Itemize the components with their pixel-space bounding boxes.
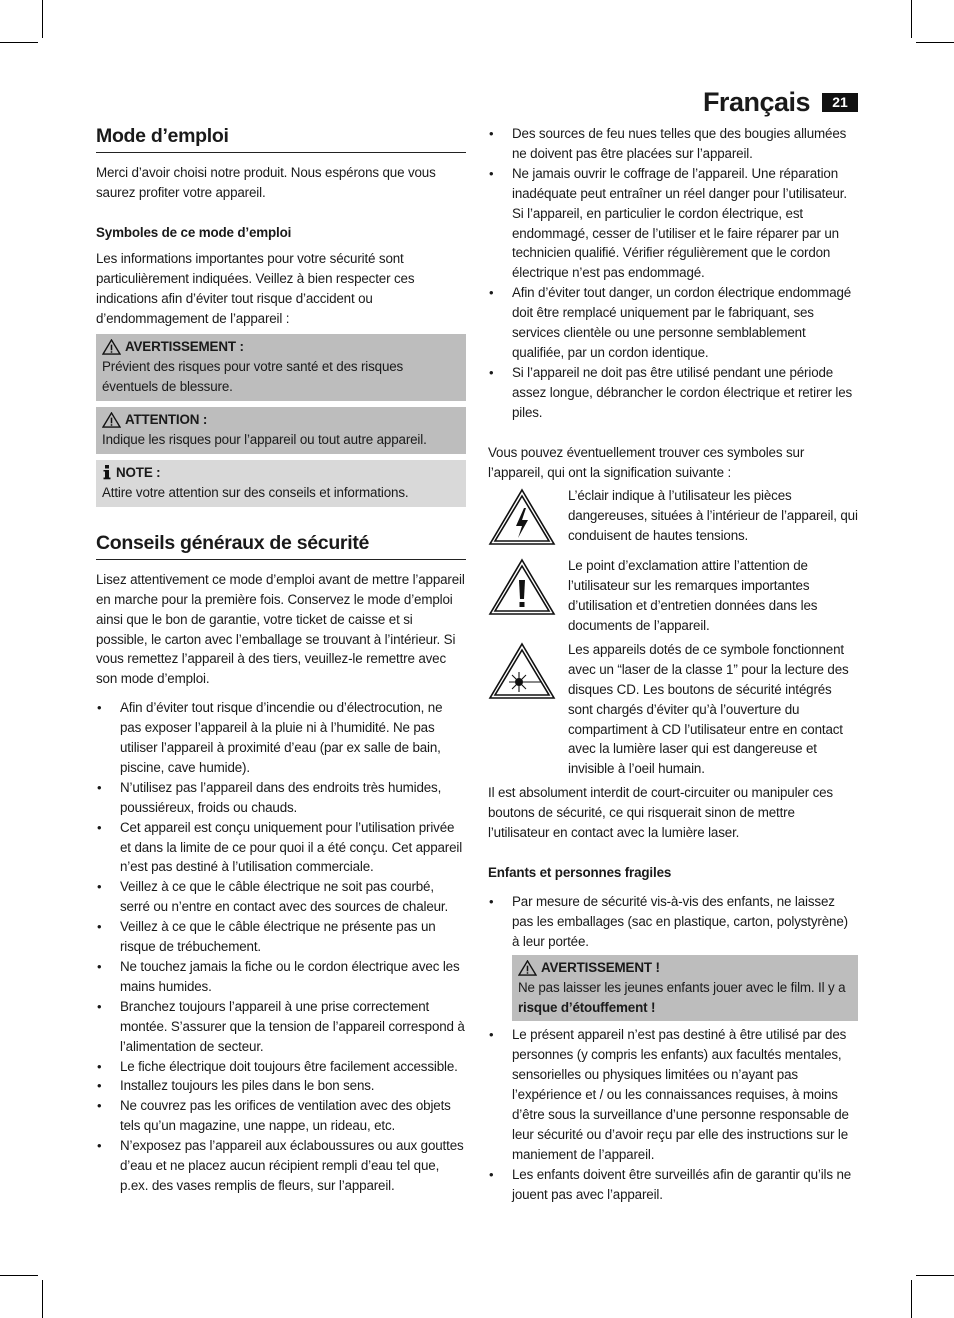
- attention-text: Indique les risques pour l’appareil ou tout autre appareil.: [102, 432, 427, 448]
- section-heading-conseils: Conseils généraux de sécurité: [96, 529, 466, 560]
- subheading-symboles: Symboles de ce mode d’emploi: [96, 224, 292, 240]
- list-item: • Des sources de feu nues telles que des bougies allumées ne doivent pas être placées sur l’appareil.: [488, 124, 858, 164]
- crop-mark: [42, 0, 43, 38]
- exclamation-warning-icon: [488, 558, 556, 616]
- warning-triangle-icon: [102, 339, 121, 355]
- symbols-intro: Vous pouvez éventuellement trouver ces symboles sur l’appareil, qui ont la signification suivante :: [488, 444, 805, 480]
- right-column: [488, 122, 858, 1205]
- crop-mark: [916, 1275, 954, 1276]
- symbol-row-laser: [488, 640, 858, 779]
- list-item: • N’utilisez pas l’appareil dans des endroits très humides, poussiéreux, froids ou chauds.: [96, 778, 466, 818]
- warning-text: Prévient des risques pour votre santé et des risques éventuels de blessure.: [102, 359, 404, 395]
- list-item: • Branchez toujours l’appareil à une prise correctement montée. S’assurer que la tension de l’appareil correspond à l’alimentation de secteur.: [96, 997, 466, 1057]
- list-item: • Veillez à ce que le câble électrique ne présente pas un risque de trébuchement.: [96, 917, 466, 957]
- symboles-paragraph: Les informations importantes pour votre sécurité sont particulièrement indiquées. Veillez à bien respecter ces indications afin d’éviter tout risque d’accident ou d’endommagement de l’appareil :: [96, 250, 415, 326]
- interdit-paragraph: Il est absolument interdit de court-circuiter ou manipuler ces boutons de sécurité, ce qui risquerait sinon de mettre l’utilisateur en contact avec la lumière laser.: [488, 785, 833, 841]
- crop-mark: [42, 1280, 43, 1318]
- attention-box: [96, 407, 466, 454]
- attention-title: ATTENTION :: [125, 412, 208, 428]
- list-item: • Si l’appareil ne doit pas être utilisé pendant une période assez longue, débrancher le cordon électrique et retirer les piles.: [488, 363, 858, 423]
- note-text: Attire votre attention sur des conseils et informations.: [102, 484, 409, 500]
- list-item: • Ne jamais ouvrir le coffrage de l’appareil. Une réparation inadéquate peut entraîner un réel danger pour l’utilisateur. Si l’appareil, en particulier le cordon électrique, est endommagé, cesser de l’utiliser et le faire réparer par un technicien qualifié. Vérifier régulièrement que le cordon électrique n’est pas endommagé.: [488, 164, 858, 283]
- page-number: 21: [822, 93, 858, 112]
- children-list: [488, 892, 858, 952]
- warning-box: [96, 334, 466, 401]
- lightning-warning-icon: [488, 488, 556, 546]
- left-column: [96, 122, 466, 1196]
- info-icon: [102, 465, 112, 480]
- symbol-row-exclamation: [488, 556, 858, 636]
- children-warning-box: [512, 955, 858, 1022]
- crop-mark: [911, 1280, 912, 1318]
- lightning-symbol-text: L’éclair indique à l’utilisateur les pièces dangereuses, situées à l’intérieur de l’appareil, qui conduisent de hautes tensions.: [568, 488, 858, 544]
- list-item: • N’exposez pas l’appareil aux éclaboussures ou aux gouttes d’eau et ne placez aucun récipient rempli d’eau tel que, p.ex. des vases remplis de fleurs, sur l’appareil.: [96, 1136, 466, 1196]
- laser-symbol-text: Les appareils dotés de ce symbole fonctionnent avec un “laser de la classe 1” pour la lecture des disques CD. Les boutons de sécurité intégrés sont chargés d’éviter qu’à l’ouverture du compartiment à CD l’utilisateur entre en contact avec la lumière laser qui est dangereuse et invisible à l’oeil humain.: [568, 641, 849, 777]
- conseils-intro: Lisez attentivement ce mode d’emploi avant de mettre l’appareil en marche pour la première fois. Conservez le mode d’emploi ainsi que le bon de garantie, votre ticket de caisse et si possible, le carton avec l’emballage se trouvant à l’intérieur. Si vous remettez l’appareil à des tiers, veuillez-le remettre avec son mode d’emploi.: [96, 571, 465, 687]
- subheading-enfants: Enfants et personnes fragiles: [488, 865, 672, 880]
- list-item: • Le présent appareil n’est pas destiné à être utilisé par des personnes (y compris les enfants) aux facultés mentales, sensorielles ou physiques limitées ou n’ayant pas l’expérience et / ou les connaissances requises, à moins d’être sous la surveillance d’une personne responsable de leur sécurité ou d’avoir reçu par elle des instructions sur le maniement de l’appareil.: [488, 1025, 858, 1164]
- note-title: NOTE :: [116, 464, 161, 480]
- note-box: [96, 460, 466, 507]
- crop-mark: [0, 42, 38, 43]
- crop-mark: [911, 0, 912, 38]
- list-item: • Le fiche électrique doit toujours être facilement accessible.: [96, 1057, 466, 1077]
- laser-warning-icon: [488, 642, 556, 700]
- children-list-continued: [488, 1025, 858, 1204]
- warning-triangle-icon: [102, 412, 121, 428]
- page-language-title: Français: [702, 87, 810, 117]
- list-item: • Les enfants doivent être surveillés afin de garantir qu’ils ne jouent pas avec l’appareil.: [488, 1165, 858, 1205]
- warning-triangle-icon: [518, 960, 537, 976]
- exclamation-symbol-text: Le point d’exclamation attire l’attention de l’utilisateur sur les remarques importantes d’utilisation et d’entretien données dans les documents de l’appareil.: [568, 558, 818, 634]
- list-item: • Installez toujours les piles dans le bon sens.: [96, 1076, 466, 1096]
- safety-list-continued: [488, 124, 858, 423]
- children-warning-text: Ne pas laisser les jeunes enfants jouer avec le film. Il y a: [518, 979, 846, 995]
- list-item: • Afin d’éviter tout danger, un cordon électrique endommagé doit être remplacé uniquement par le fabriquant, ses services clientèle ou une personne semblablement qualifiée, par un cordon identique.: [488, 283, 858, 363]
- list-item: • Ne touchez jamais la fiche ou le cordon électrique avec les mains humides.: [96, 957, 466, 997]
- list-item: • Afin d’éviter tout risque d’incendie ou d’électrocution, ne pas exposer l’appareil à la pluie ni à l’humidité. Ne pas utiliser l’appareil à proximité d’eau (par ex salle de bain, piscine, cave humide).: [96, 698, 466, 778]
- symbol-row-lightning: [488, 486, 858, 552]
- children-warning-emphasis: risque d’étouffement !: [518, 999, 656, 1015]
- crop-mark: [916, 42, 954, 43]
- children-warning-title: AVERTISSEMENT !: [541, 959, 660, 975]
- intro-paragraph: Merci d’avoir choisi notre produit. Nous espérons que vous saurez profiter votre appareil.: [96, 165, 436, 200]
- section-heading-mode-emploi: Mode d’emploi: [96, 122, 466, 153]
- list-item: • Par mesure de sécurité vis-à-vis des enfants, ne laissez pas les emballages (sac en plastique, carton, polystyrène) à leur portée.: [488, 892, 858, 952]
- list-item: • Veillez à ce que le câble électrique ne soit pas courbé, serré ou n’entre en contact avec des sources de chaleur.: [96, 877, 466, 917]
- list-item: • Ne couvrez pas les orifices de ventilation avec des objets tels qu’un magazine, une nappe, un rideau, etc.: [96, 1096, 466, 1136]
- safety-list: [96, 698, 466, 1196]
- list-item: • Cet appareil est conçu uniquement pour l’utilisation privée et dans la limite de ce pour quoi il a été conçu. Cet appareil n’est pas destiné à l’utilisation commerciale.: [96, 818, 466, 878]
- warning-title: AVERTISSEMENT :: [125, 339, 244, 355]
- crop-mark: [0, 1275, 38, 1276]
